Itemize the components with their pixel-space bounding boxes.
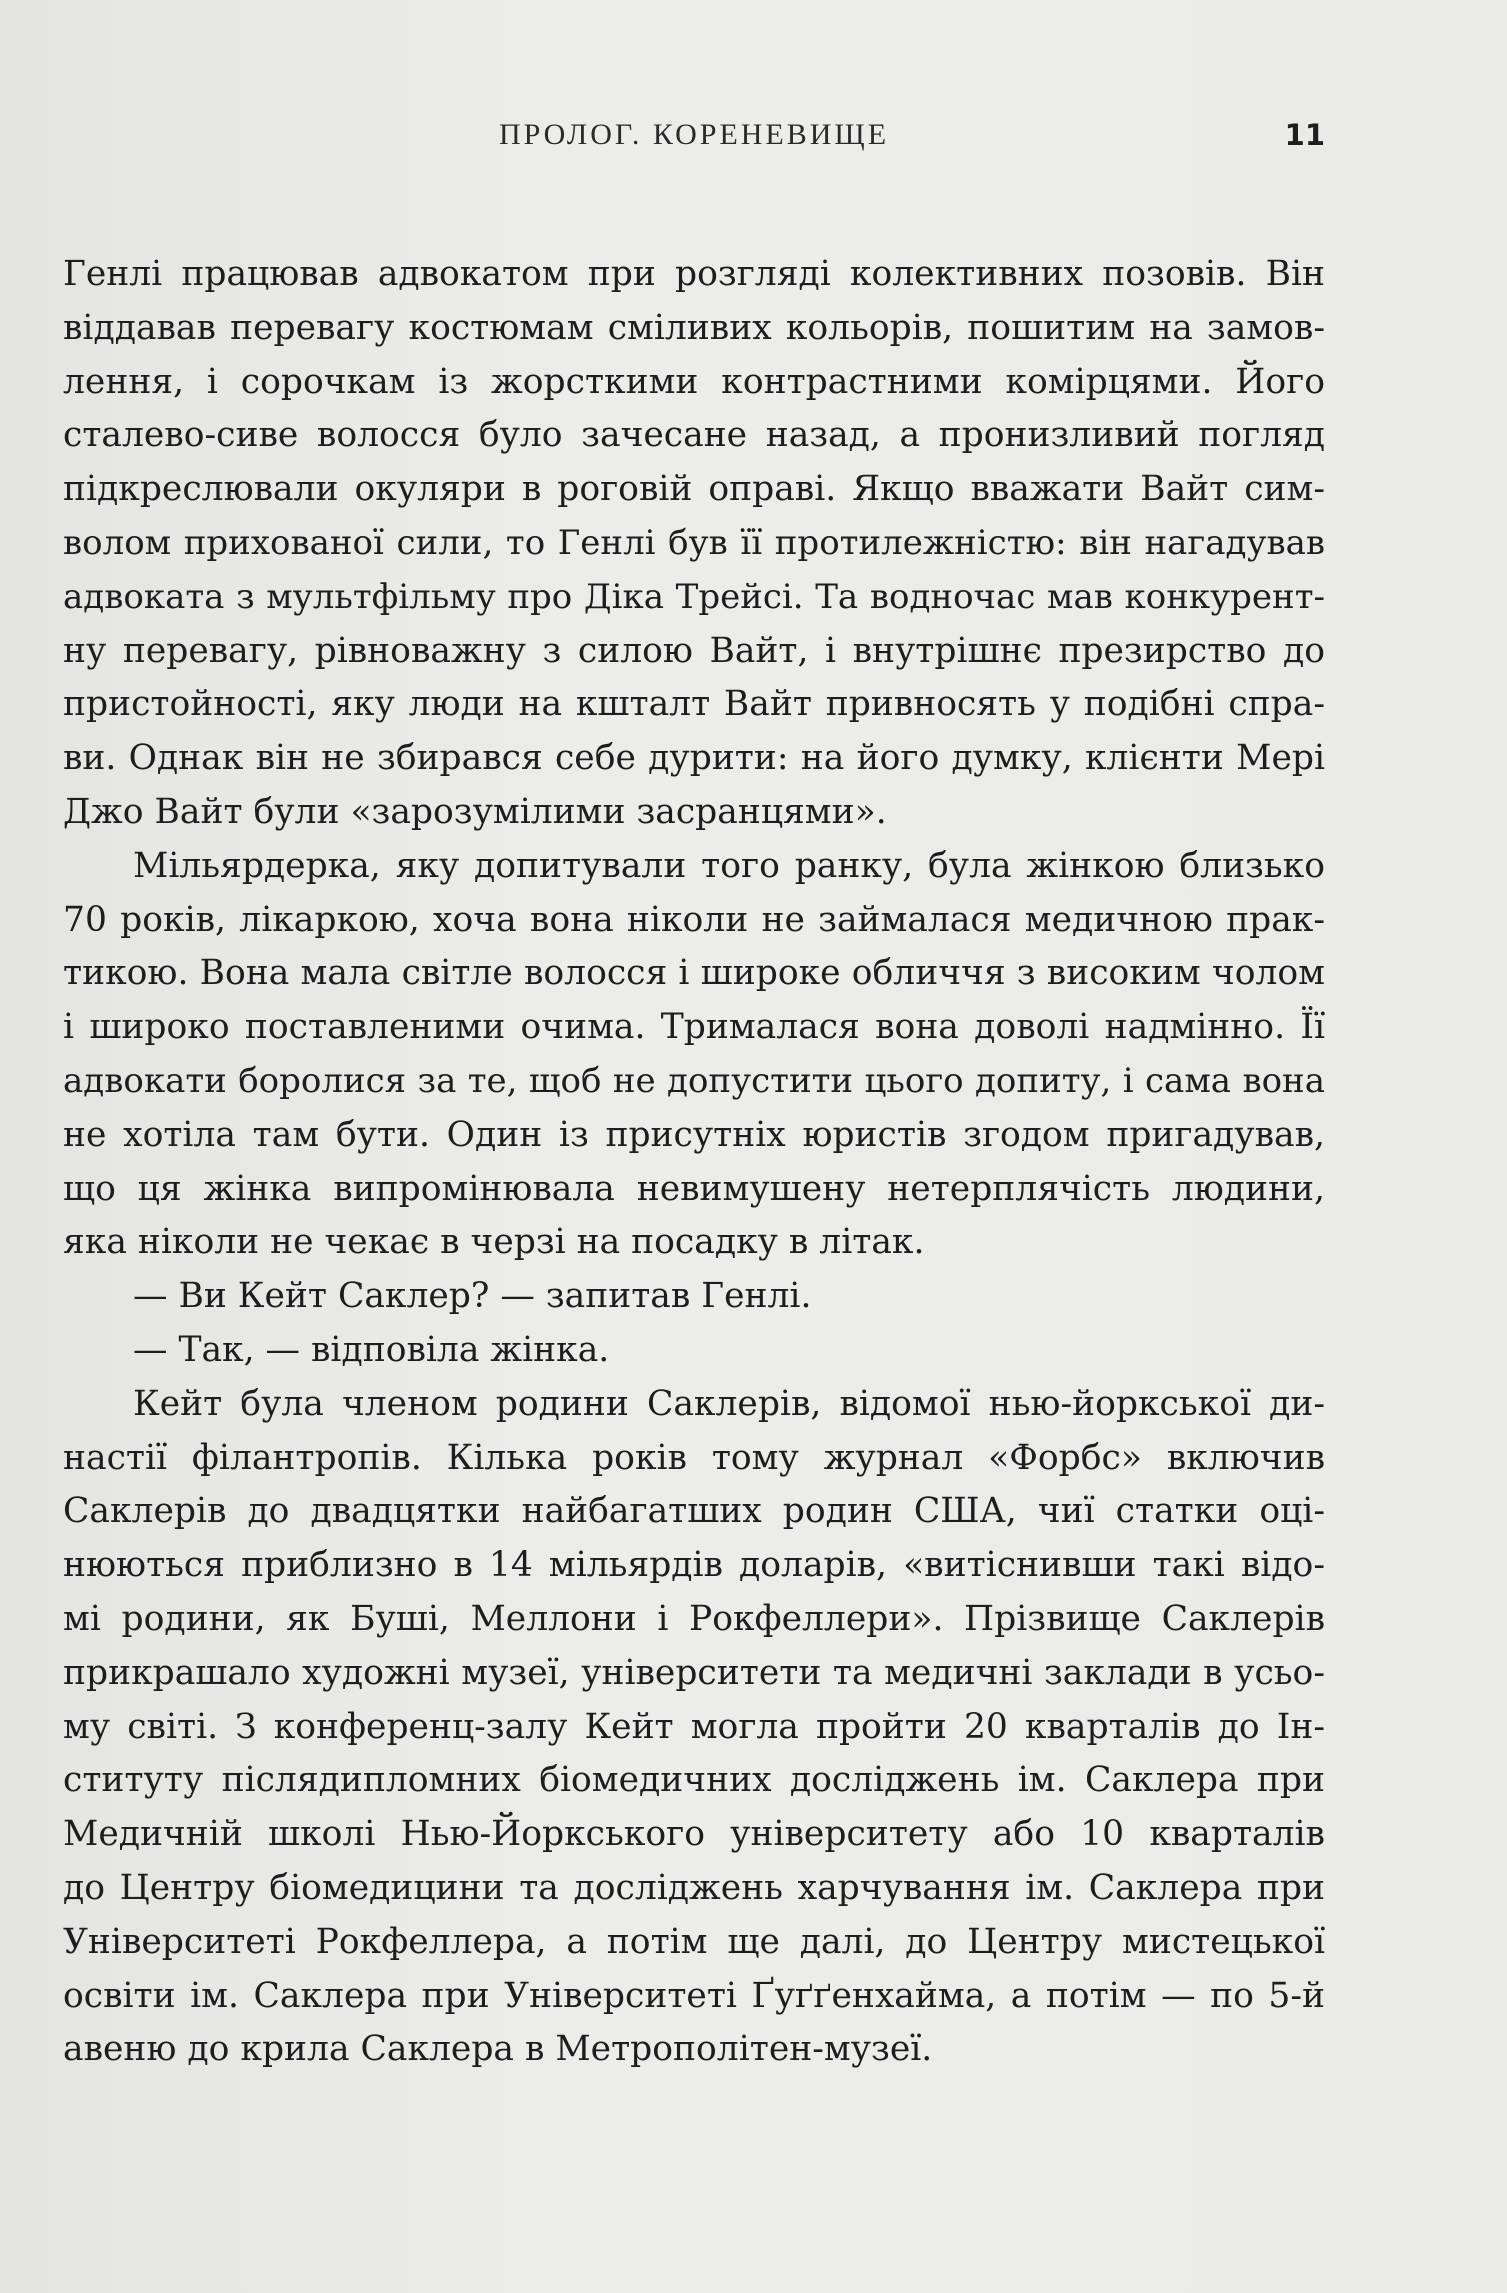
text-line: і широко поставленими очима. Трималася вона доволі надмінно. Її — [63, 1007, 1325, 1048]
text-line: авеню до крила Саклера в Метрополітен-музеї. — [63, 2029, 933, 2070]
text-line: прикрашало художні музеї, університети та медичні заклади в усьо- — [63, 1652, 1325, 1693]
text-line: тикою. Вона мала світле волосся і широке обличчя з високим чолом — [63, 953, 1325, 994]
text-line: адвокати боролися за те, щоб не допустити цього допиту, і сама вона — [63, 1060, 1325, 1101]
text-line: ституту післядипломних біомедичних досліджень ім. Саклера при — [63, 1760, 1325, 1801]
text-line: ну перевагу, рівноважну з силою Вайт, і внутрішнє презирство до — [63, 630, 1325, 671]
text-line: Медичній школі Нью-Йоркського університету або 10 кварталів — [63, 1814, 1325, 1855]
text-line: освіти ім. Саклера при Університеті Ґуґґенхайма, а потім — по 5-й — [63, 1975, 1325, 2016]
text-line: настії філантропів. Кілька років тому журнал «Форбс» включив — [63, 1437, 1325, 1478]
text-line: волом прихованої сили, то Генлі був її протилежністю: він нагадував — [63, 522, 1325, 563]
text-line: мі родини, як Буші, Меллони і Рокфеллери». Прізвище Саклерів — [63, 1598, 1325, 1639]
text-line: Університеті Рокфеллера, а потім ще далі, до Центру мистецької — [63, 1921, 1325, 1962]
text-line: — Так, — відповіла жінка. — [133, 1329, 610, 1370]
running-title: ПРОЛОГ. КОРЕНЕВИЩЕ — [498, 118, 890, 151]
paragraph — [63, 1324, 1325, 1378]
text-line: підкреслювали окуляри в роговій оправі. Якщо вважати Вайт сим- — [63, 469, 1325, 510]
text-line: му світі. З конференц-залу Кейт могла пройти 20 кварталів до Ін- — [63, 1706, 1325, 1747]
text-line: віддавав перевагу костюмам сміливих кольорів, пошитим на замов- — [63, 307, 1325, 348]
text-line: пристойності, яку люди на кшталт Вайт привносять у подібні спра- — [63, 684, 1325, 725]
text-line: лення, і сорочкам із жорсткими контрастними комірцями. Його — [63, 361, 1325, 402]
body-text — [63, 248, 1325, 2077]
page-header — [63, 118, 1325, 158]
paragraph — [63, 840, 1325, 1270]
text-line: Саклерів до двадцятки найбагатших родин США, чиї статки оці- — [63, 1491, 1325, 1532]
text-line: адвоката з мультфільму про Діка Трейсі. Та водночас мав конкурент- — [63, 576, 1325, 617]
text-line: до Центру біомедицини та досліджень харчування ім. Саклера при — [63, 1867, 1325, 1908]
text-line: сталево-сиве волосся було зачесане назад, а пронизливий погляд — [63, 415, 1325, 456]
paragraph — [63, 248, 1325, 840]
text-line: 70 років, лікаркою, хоча вона ніколи не займалася медичною прак- — [63, 899, 1325, 940]
text-line: Джо Вайт були «зарозумілими засранцями». — [63, 791, 887, 832]
page-number: 11 — [1284, 118, 1325, 152]
text-line: що ця жінка випромінювала невимушену нетерплячість людини, — [63, 1168, 1325, 1209]
paragraph — [63, 1378, 1325, 2077]
text-line: Кейт була членом родини Саклерів, відомої нью-йоркської ди- — [133, 1383, 1325, 1424]
text-line: нюються приблизно в 14 мільярдів доларів, «витіснивши такі відо- — [63, 1545, 1325, 1586]
text-line: — Ви Кейт Саклер? — запитав Генлі. — [133, 1276, 812, 1317]
text-line: ви. Однак він не збирався себе дурити: на його думку, клієнти Мері — [63, 738, 1325, 779]
text-line: Мільярдерка, яку допитували того ранку, була жінкою близько — [133, 845, 1325, 886]
text-line: Генлі працював адвокатом при розгляді колективних позовів. Він — [63, 254, 1325, 294]
text-line: не хотіла там бути. Один із присутніх юристів згодом пригадував, — [63, 1114, 1325, 1155]
paragraph — [63, 1270, 1325, 1324]
text-line: яка ніколи не чекає в черзі на посадку в літак. — [63, 1222, 925, 1263]
